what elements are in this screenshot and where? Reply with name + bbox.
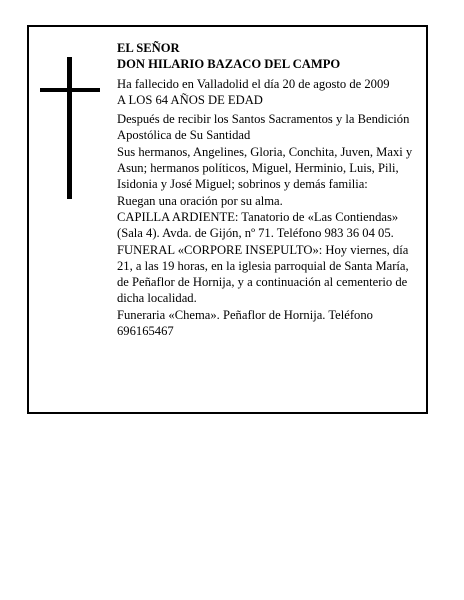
prayer-line: Ruegan una oración por su alma. bbox=[117, 193, 283, 208]
death-line: Ha fallecido en Valladolid el día 20 de agosto de 2009 bbox=[117, 76, 390, 91]
notice-title: EL SEÑOR bbox=[117, 41, 180, 55]
chapel-paragraph: CAPILLA ARDIENTE: Tanatorio de «Las Contiendas» (Sala 4). Avda. de Gijón, nº 71. Teléfono 983 36 04 05. bbox=[117, 209, 399, 241]
age-line: A LOS 64 AÑOS DE EDAD bbox=[117, 92, 263, 107]
funeral-paragraph: FUNERAL «CORPORE INSEPULTO»: Hoy viernes, día 21, a las 19 horas, en la iglesia parroquial de Santa María, de Peñaflor de Hornija, y a continuación al cementerio de dicha localidad. bbox=[117, 242, 409, 306]
deceased-name: DON HILARIO BAZACO DEL CAMPO bbox=[117, 57, 341, 72]
cross-horizontal-bar bbox=[40, 88, 100, 92]
cross-vertical-bar bbox=[67, 57, 72, 199]
obituary-notice bbox=[27, 25, 428, 414]
notice-text bbox=[117, 40, 423, 339]
funeral-home-paragraph: Funeraria «Chema». Peñaflor de Hornija. Teléfono 696165467 bbox=[117, 307, 373, 339]
sacraments-paragraph: Después de recibir los Santos Sacramentos y la Bendición Apostólica de Su Santidad bbox=[117, 112, 410, 143]
family-paragraph: Sus hermanos, Angelines, Gloria, Conchita, Juven, Maxi y Asun; hermanos políticos, Miguel, Herminio, Luis, Pili, Isidonia y José Miguel; sobrinos y demás familia: bbox=[117, 144, 413, 192]
